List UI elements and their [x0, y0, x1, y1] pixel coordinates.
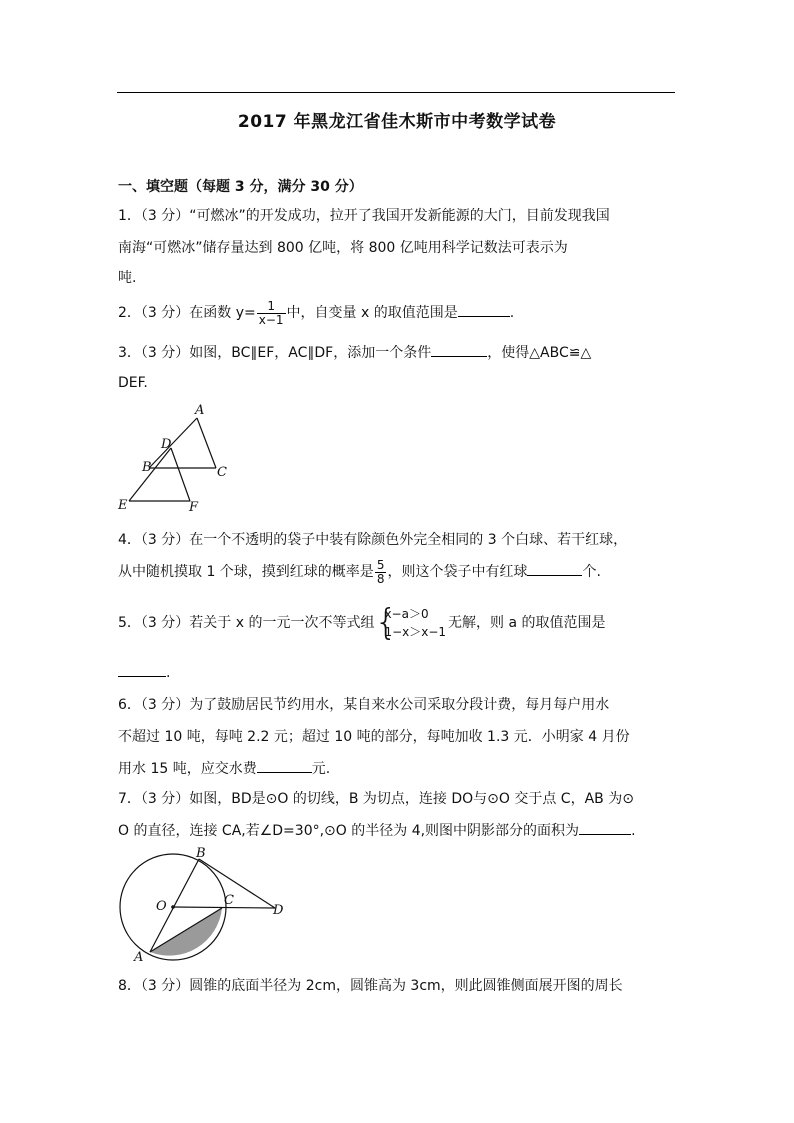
- q2-frac-den: x−1: [258, 312, 284, 327]
- q7-text: O 的直径，连接 CA,若∠D=30°,⊙O 的半径为 4,则图中阴影部分的面积为: [118, 823, 580, 839]
- q8-line1: 8．（3 分）圆锥的底面半径为 2cm，圆锥高为 3cm，则此圆锥侧面展开图的周长: [118, 978, 623, 994]
- header-rule: [117, 92, 675, 93]
- q2-prefix: 2．（3 分）在函数 y=: [118, 305, 256, 321]
- q4-line2: [118, 558, 601, 586]
- q6-line2: 不超过 10 吨，每吨 2.2 元；超过 10 吨的部分，每吨加收 1.3 元．小明家 4 月份: [118, 729, 630, 745]
- q4-prefix: 从中随机摸取 1 个球，摸到红球的概率是: [118, 564, 374, 580]
- q5-inequality-system: [374, 602, 447, 643]
- q6-line1: 6．（3 分）为了鼓励居民节约用水，某自来水公司采取分段计费，每月每户用水: [118, 697, 610, 713]
- label-A: A: [134, 950, 144, 965]
- q7-answer-blank[interactable]: [579, 820, 631, 835]
- q4-frac-num: 5: [376, 557, 385, 572]
- q3-triangle-figure: [112, 398, 242, 516]
- q5-row1: x−a＞0: [384, 607, 429, 621]
- tangent-BD: [199, 859, 275, 908]
- q1-line3: 吨.: [118, 270, 137, 286]
- q4-end: 个.: [582, 564, 601, 580]
- page-title: 2017 年黑龙江省佳木斯市中考数学试卷: [237, 112, 557, 132]
- q1-line1: 1．（3 分）“可燃冰”的开发成功，拉开了我国开发新能源的大门，目前发现我国: [118, 208, 610, 224]
- label-F: F: [189, 500, 199, 515]
- label-B: B: [142, 460, 152, 475]
- q2-frac-num: 1: [257, 300, 286, 314]
- seg-AC: [197, 418, 216, 468]
- seg-AB: [149, 418, 197, 468]
- q6-text-a: 用水 15 吨，应交水费: [118, 761, 257, 777]
- q4-frac-den: 8: [376, 571, 385, 586]
- q4-line1: 4．（3 分）在一个不透明的袋子中装有除颜色外完全相同的 3 个白球、若干红球，: [118, 532, 628, 548]
- q3-answer-blank[interactable]: [431, 342, 487, 357]
- q2-end: .: [509, 305, 515, 321]
- q5-end: .: [166, 665, 171, 681]
- q7-line1: 7．（3 分）如图，BD是⊙O 的切线，B 为切点，连接 DO与⊙O 交于点 C，AB 为⊙: [118, 791, 634, 807]
- q7-end: .: [631, 823, 636, 839]
- q2-line: [118, 299, 514, 327]
- q5-line1: [118, 603, 606, 643]
- q4-text: ，则这个袋子中有红球: [387, 564, 528, 580]
- q6-text-b: 元.: [311, 761, 331, 777]
- q2-fraction: [257, 300, 286, 327]
- q5-row2: 1−x＞x−1: [384, 625, 447, 639]
- q5-prefix: 5．（3 分）若关于 x 的一元一次不等式组: [118, 615, 375, 631]
- label-B: B: [196, 846, 206, 861]
- q6-answer-blank[interactable]: [257, 758, 312, 773]
- q1-line2: 南海“可燃冰”储存量达到 800 亿吨，将 800 亿吨用科学记数法可表示为: [118, 240, 568, 256]
- label-E: E: [118, 498, 128, 513]
- seg-DF: [171, 448, 190, 501]
- label-C: C: [217, 465, 227, 480]
- q4-answer-blank[interactable]: [527, 561, 582, 576]
- q3-text-b: ，使得△ABC≌△: [487, 345, 592, 361]
- label-C: C: [224, 893, 234, 908]
- q5-line2: [118, 662, 170, 683]
- center-dot: [171, 905, 175, 909]
- q5-brace: {: [374, 602, 398, 643]
- label-D: D: [273, 903, 284, 918]
- q4-fraction: [375, 559, 387, 586]
- q3-line2: DEF.: [118, 375, 148, 391]
- q5-answer-blank[interactable]: [118, 662, 166, 677]
- label-O: O: [156, 899, 167, 914]
- section-heading: 一、填空题（每题 3 分，满分 30 分）: [118, 179, 363, 195]
- q5-text: 无解，则 a 的取值范围是: [448, 615, 606, 631]
- q7-circle-figure: [112, 842, 292, 966]
- q6-line3: [118, 758, 330, 779]
- q7-line2: [118, 820, 636, 841]
- label-D: D: [161, 437, 172, 452]
- q3-line1: [118, 342, 591, 363]
- label-A: A: [195, 403, 205, 418]
- q3-text-a: 3．（3 分）如图，BC∥EF，AC∥DF，添加一个条件: [118, 345, 432, 361]
- q2-text: 中，自变量 x 的取值范围是: [286, 305, 458, 321]
- q2-answer-blank[interactable]: [458, 302, 510, 317]
